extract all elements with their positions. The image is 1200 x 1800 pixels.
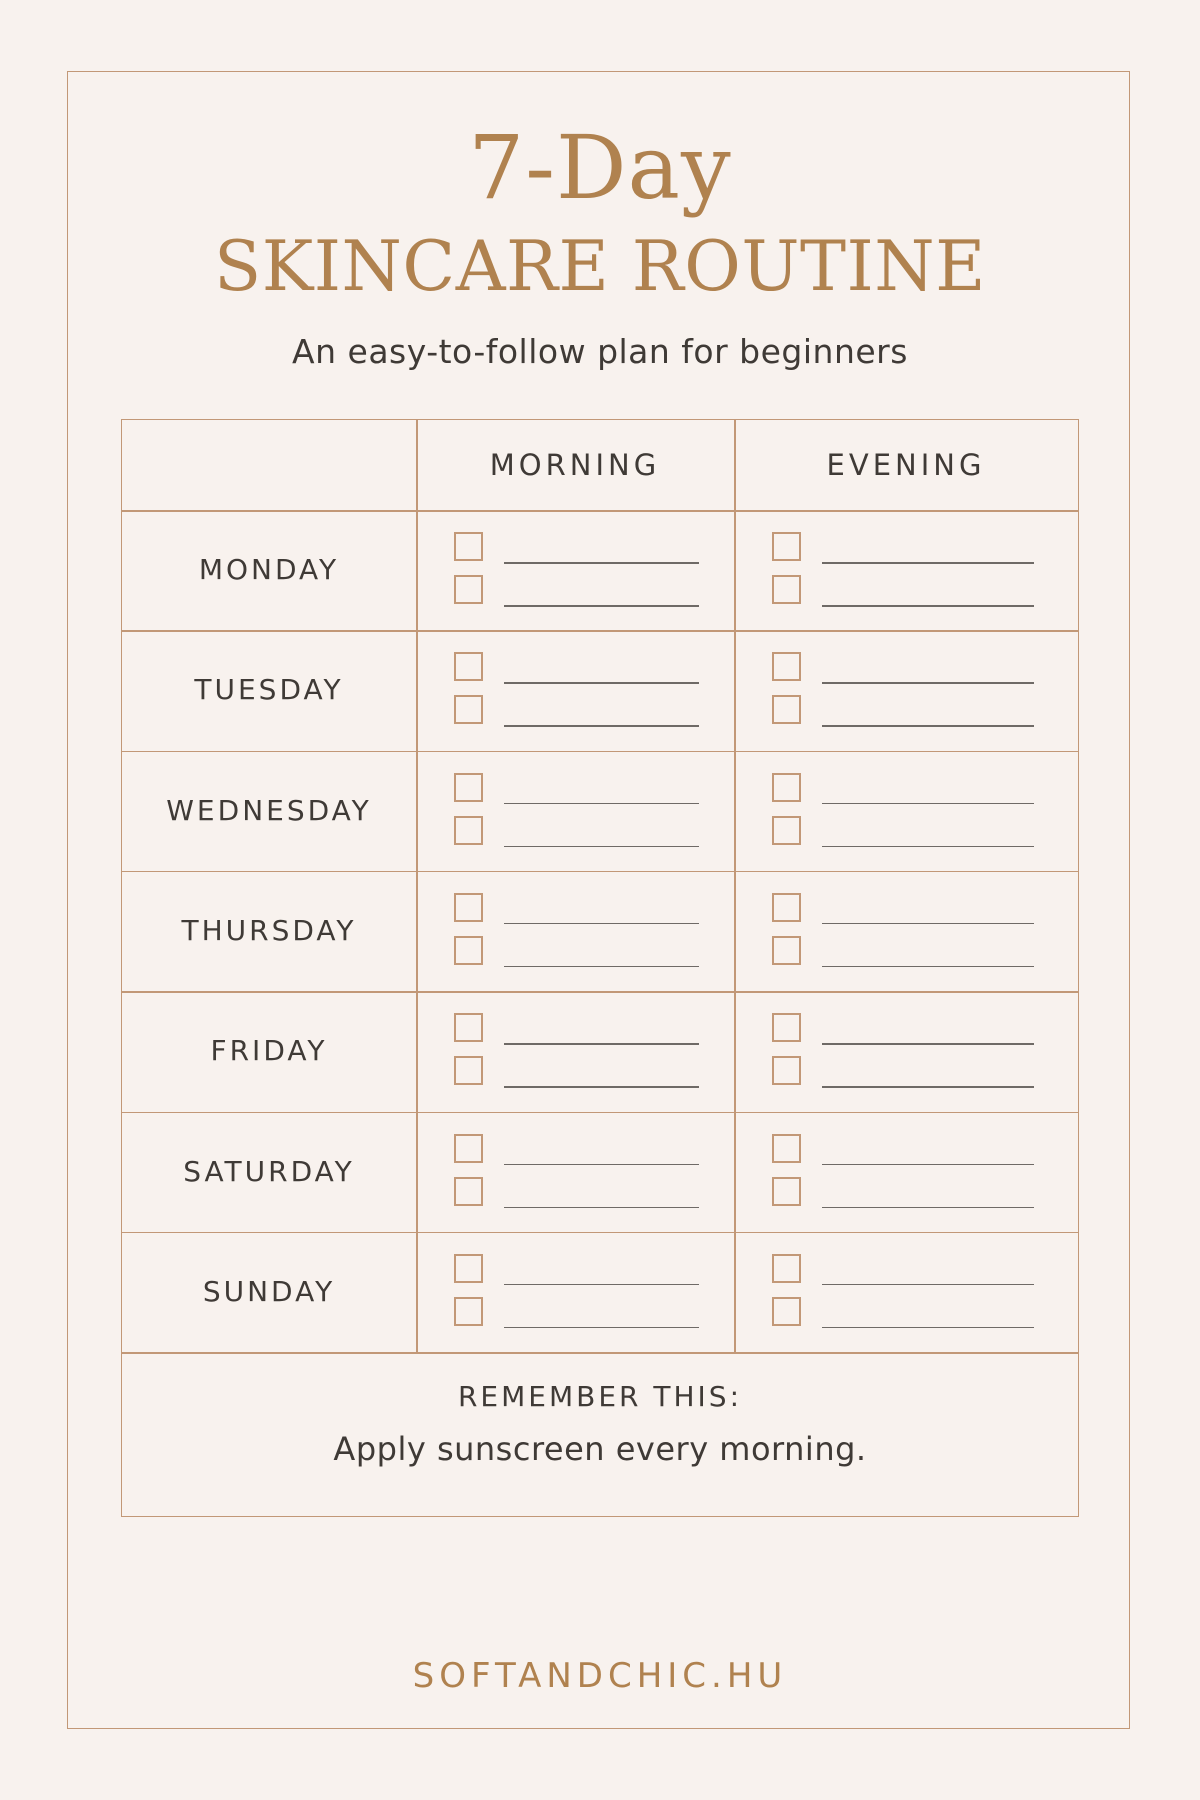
routine-table: [121, 419, 1079, 1517]
write-in-line: [504, 846, 699, 848]
routine-checkbox[interactable]: [772, 1297, 801, 1326]
write-in-line: [822, 923, 1034, 925]
write-in-line: [504, 1207, 699, 1209]
routine-checkbox[interactable]: [454, 652, 483, 681]
row-divider: [122, 991, 1078, 993]
routine-checkbox[interactable]: [772, 773, 801, 802]
reminder-text: Apply sunscreen every morning.: [333, 1430, 867, 1468]
column-header-morning: MORNING: [489, 448, 661, 482]
routine-checkbox[interactable]: [454, 695, 483, 724]
routine-checkbox[interactable]: [772, 1056, 801, 1085]
write-in-line: [822, 803, 1034, 805]
day-label-saturday: SATURDAY: [183, 1154, 355, 1188]
write-in-line: [822, 966, 1034, 968]
routine-checkbox[interactable]: [454, 1056, 483, 1085]
write-in-line: [504, 923, 699, 925]
row-divider: [122, 871, 1078, 873]
row-divider: [122, 1352, 1078, 1354]
write-in-line: [822, 1327, 1034, 1329]
routine-checkbox[interactable]: [772, 1177, 801, 1206]
row-divider: [122, 1232, 1078, 1234]
day-label-wednesday: WEDNESDAY: [166, 793, 372, 827]
routine-checkbox[interactable]: [454, 575, 483, 604]
column-header-evening: EVENING: [826, 448, 986, 482]
write-in-line: [504, 725, 699, 727]
routine-checkbox[interactable]: [772, 1134, 801, 1163]
title-line-1: 7-Day: [468, 116, 732, 219]
routine-checkbox[interactable]: [454, 532, 483, 561]
day-label-tuesday: TUESDAY: [194, 673, 344, 707]
write-in-line: [822, 725, 1034, 727]
title-line-2: SKINCARE ROUTINE: [213, 227, 987, 307]
routine-checkbox[interactable]: [772, 652, 801, 681]
write-in-line: [504, 562, 699, 564]
routine-checkbox[interactable]: [454, 893, 483, 922]
write-in-line: [504, 1327, 699, 1329]
write-in-line: [822, 1207, 1034, 1209]
write-in-line: [504, 1164, 699, 1166]
routine-checkbox[interactable]: [772, 532, 801, 561]
write-in-line: [822, 562, 1034, 564]
routine-checkbox[interactable]: [454, 773, 483, 802]
column-divider: [734, 420, 736, 1352]
write-in-line: [822, 605, 1034, 607]
routine-checkbox[interactable]: [454, 1254, 483, 1283]
write-in-line: [504, 966, 699, 968]
footer-website: SOFTANDCHIC.HU: [412, 1656, 788, 1696]
routine-checkbox[interactable]: [454, 936, 483, 965]
routine-checkbox[interactable]: [772, 1013, 801, 1042]
routine-checkbox[interactable]: [454, 1297, 483, 1326]
write-in-line: [504, 682, 699, 684]
subtitle: An easy-to-follow plan for beginners: [292, 332, 908, 371]
write-in-line: [504, 1086, 699, 1088]
day-label-monday: MONDAY: [198, 553, 340, 587]
write-in-line: [822, 1164, 1034, 1166]
routine-checkbox[interactable]: [772, 816, 801, 845]
row-divider: [122, 630, 1078, 632]
routine-checkbox[interactable]: [454, 816, 483, 845]
day-label-friday: FRIDAY: [210, 1034, 328, 1068]
routine-checkbox[interactable]: [772, 1254, 801, 1283]
write-in-line: [504, 1043, 699, 1045]
row-divider: [122, 510, 1078, 512]
routine-checkbox[interactable]: [454, 1134, 483, 1163]
write-in-line: [822, 846, 1034, 848]
reminder-title: REMEMBER THIS:: [457, 1380, 743, 1413]
column-divider: [416, 420, 418, 1352]
row-divider: [122, 751, 1078, 753]
write-in-line: [822, 1043, 1034, 1045]
routine-checkbox[interactable]: [772, 575, 801, 604]
write-in-line: [504, 803, 699, 805]
write-in-line: [822, 1284, 1034, 1286]
routine-checkbox[interactable]: [772, 893, 801, 922]
write-in-line: [504, 1284, 699, 1286]
write-in-line: [822, 682, 1034, 684]
day-label-sunday: SUNDAY: [202, 1274, 336, 1308]
day-label-thursday: THURSDAY: [181, 914, 357, 948]
write-in-line: [504, 605, 699, 607]
row-divider: [122, 1112, 1078, 1114]
routine-checkbox[interactable]: [454, 1177, 483, 1206]
routine-checkbox[interactable]: [772, 695, 801, 724]
routine-checkbox[interactable]: [772, 936, 801, 965]
write-in-line: [822, 1086, 1034, 1088]
routine-checkbox[interactable]: [454, 1013, 483, 1042]
